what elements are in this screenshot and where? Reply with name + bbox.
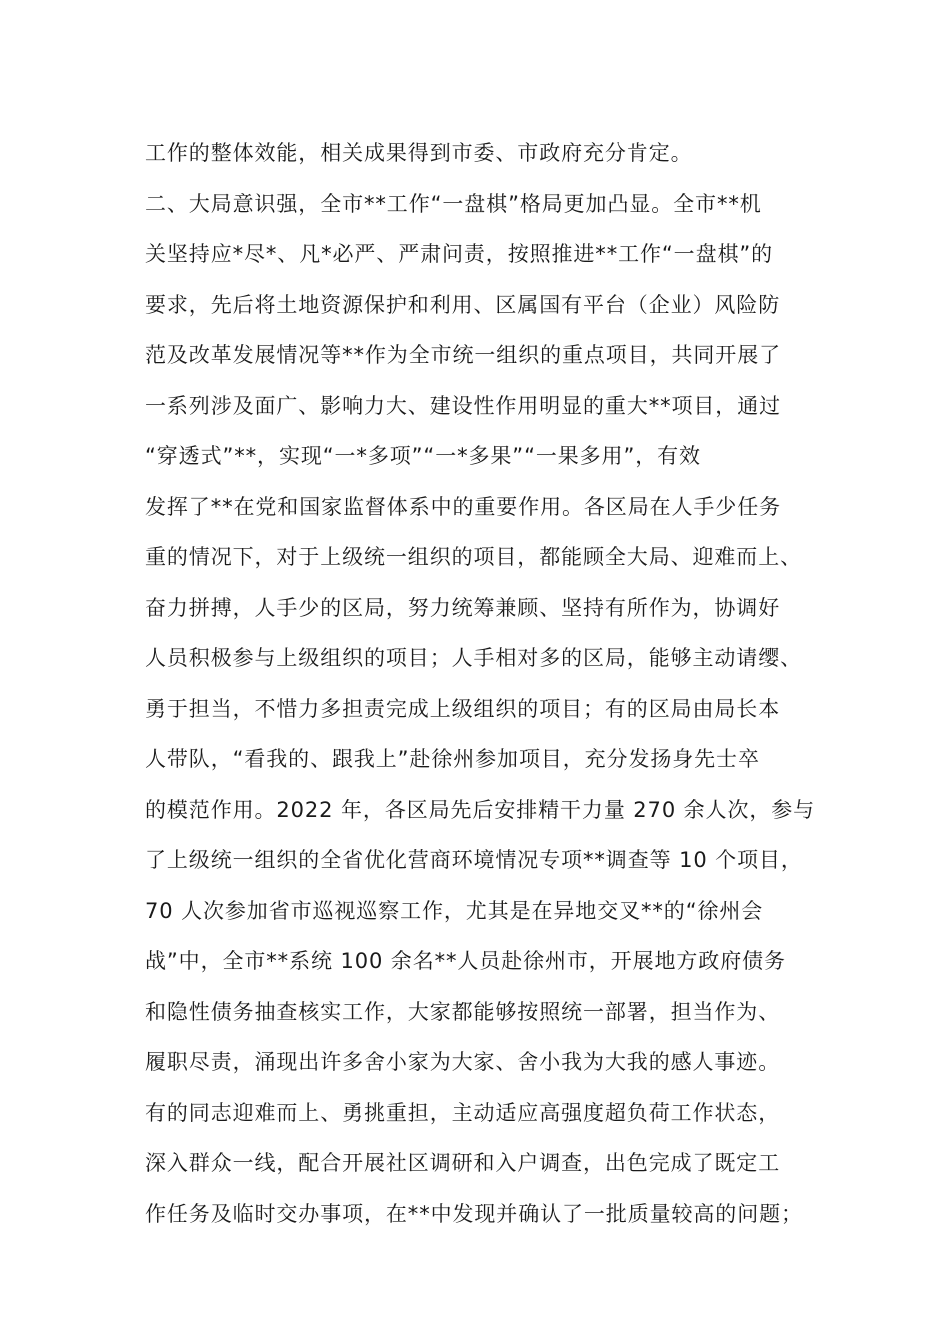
text-line: 勇于担当，不惜力多担责完成上级组织的项目；有的区局由局长本 <box>145 696 781 721</box>
text-line: 和隐性债务抽查核实工作，大家都能够按照统一部署，担当作为、 <box>145 999 781 1024</box>
text-line: 履职尽责，涌现出许多舍小家为大家、舍小我为大我的感人事迹。 <box>145 1050 781 1074</box>
text-line: 深入群众一线，配合开展社区调研和入户调查，出色完成了既定工 <box>145 1151 781 1175</box>
text-line: 范及改革发展情况等**作为全市统一组织的重点项目，共同开展了 <box>145 343 781 367</box>
text-line: 关坚持应*尽*、凡*必严、严肃问责，按照推进**工作“一盘棋”的 <box>145 242 774 266</box>
text-line: 战”中，全市**系统 100 余名**人员赴徐州市，开展地方政府债务 <box>145 949 786 973</box>
text-line: “穿透式”**，实现“一*多项”“一*多果”“一果多用”，有效 <box>145 444 701 468</box>
text-line: 人员积极参与上级组织的项目；人手相对多的区局，能够主动请缨、 <box>145 646 802 670</box>
text-line: 的模范作用。2022 年，各区局先后安排精干力量 270 余人次，参与 <box>145 797 816 822</box>
text-line: 作任务及临时交办事项，在**中发现并确认了一批质量较高的问题； <box>145 1201 803 1226</box>
text-line: 发挥了**在党和国家监督体系中的重要作用。各区局在人手少任务 <box>145 494 781 519</box>
text-line: 70 人次参加省市巡视巡察工作，尤其是在异地交叉**的“徐州会 <box>145 898 764 923</box>
text-line: 奋力拼搏，人手少的区局，努力统筹兼顾、坚持有所作为，协调好 <box>145 595 781 620</box>
text-line: 有的同志迎难而上、勇挑重担，主动适应高强度超负荷工作状态， <box>145 1100 781 1125</box>
body-text <box>145 135 835 1246</box>
text-line: 重的情况下，对于上级统一组织的项目，都能顾全大局、迎难而上、 <box>145 545 802 569</box>
text-line: 了上级统一组织的全省优化营商环境情况专项**调查等 10 个项目， <box>145 848 803 872</box>
text-line: 二、大局意识强，全市**工作“一盘棋”格局更加凸显。全市**机 <box>145 191 762 216</box>
text-line: 要求，先后将土地资源保护和利用、区属国有平台（企业）风险防 <box>145 292 781 317</box>
text-line: 一系列涉及面广、影响力大、建设性作用明显的重大**项目，通过 <box>145 393 781 418</box>
text-line: 人带队，“看我的、跟我上”赴徐州参加项目，充分发扬身先士卒 <box>145 747 760 771</box>
text-line: 工作的整体效能，相关成果得到市委、市政府充分肯定。 <box>145 141 693 165</box>
